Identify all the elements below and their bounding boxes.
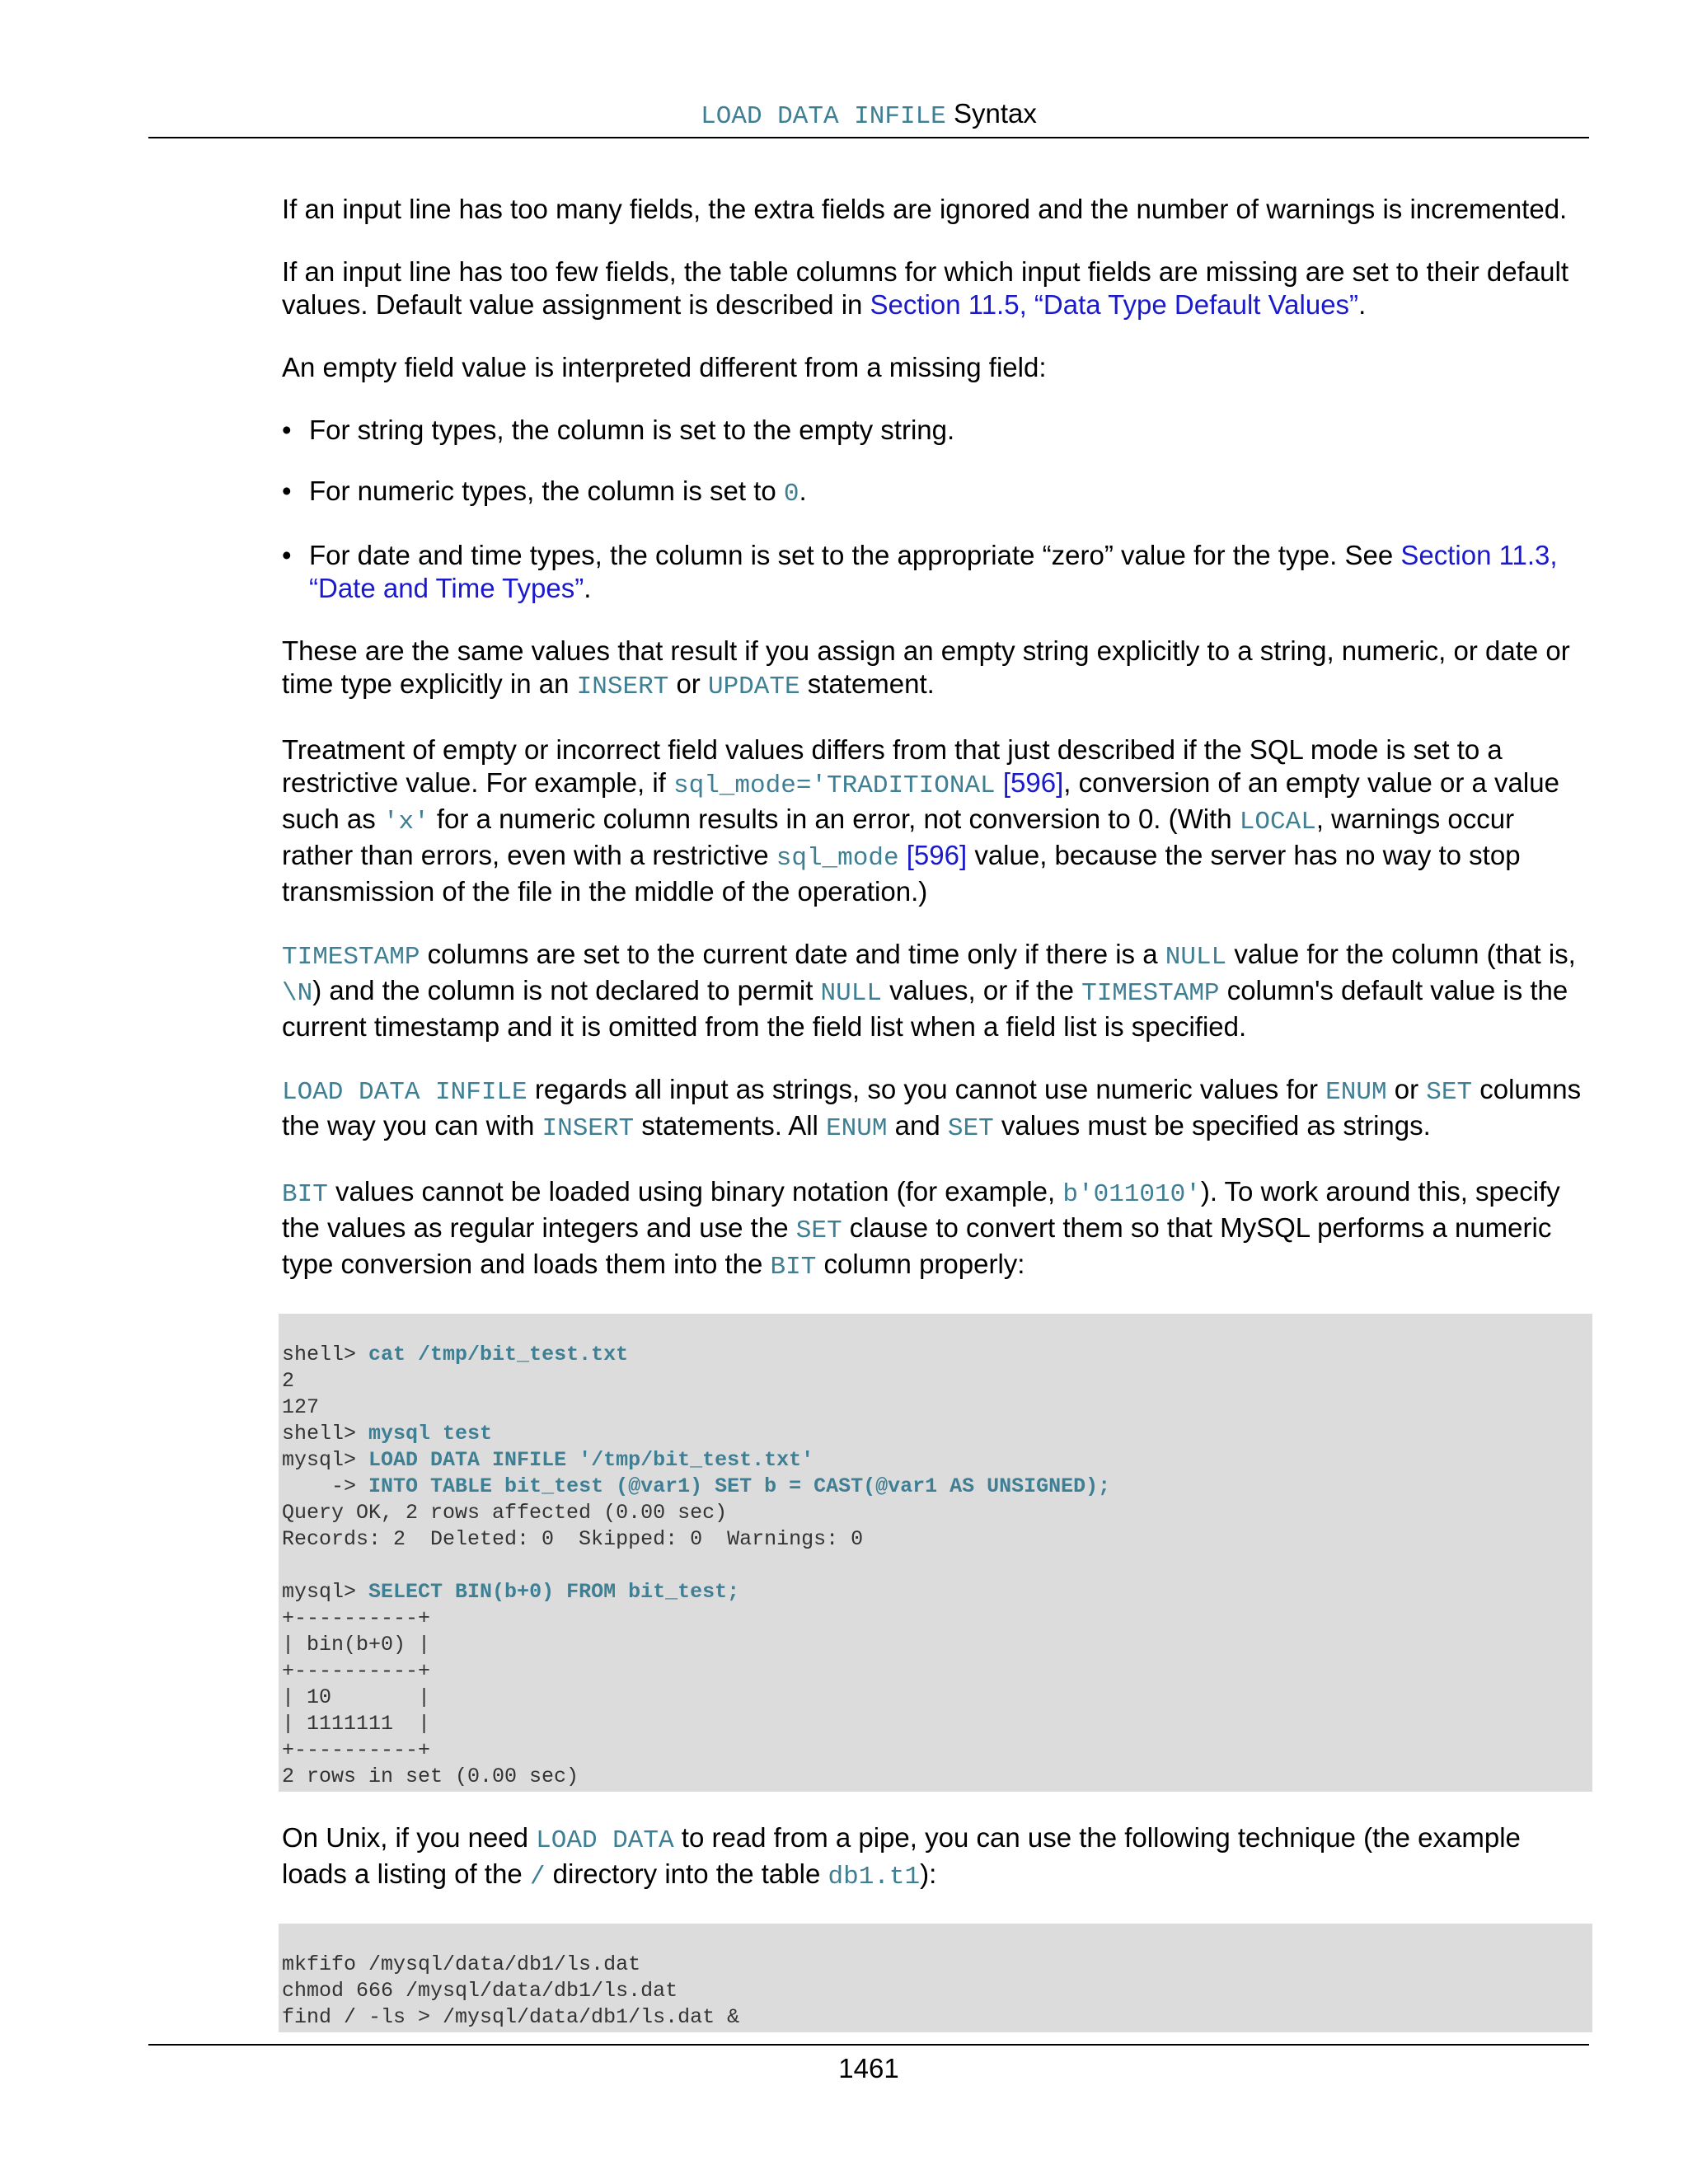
- inline-code: INSERT: [542, 1114, 635, 1143]
- code-line: +----------+: [282, 1606, 431, 1630]
- paragraph-empty-field: An empty field value is interpreted different from a missing field:: [282, 352, 1047, 382]
- inline-code: UPDATE: [707, 673, 800, 701]
- list-item: [282, 414, 1592, 447]
- text: values cannot be loaded using binary notation (for example,: [327, 1176, 1063, 1207]
- inline-code: ENUM: [826, 1114, 888, 1143]
- text: Treatment of empty or incorrect field values differs from that just described if the SQL mode is set to a restrictive value. For example, if: [282, 734, 1503, 798]
- text: , warnings occur rather than errors, even with a restrictive: [282, 804, 1515, 870]
- page-body: [282, 193, 1592, 2062]
- code-line: | 1111111 |: [282, 1712, 431, 1736]
- inline-code: LOCAL: [1239, 808, 1316, 837]
- paragraph-timestamp: [282, 938, 1592, 1043]
- paragraph-bit-values: [282, 1175, 1592, 1284]
- header-text: Syntax: [945, 98, 1037, 129]
- inline-code: INSERT: [576, 673, 669, 701]
- prompt: mysql>: [282, 1580, 369, 1604]
- bullet-mark: •: [282, 540, 292, 570]
- text: value, because the server has no way to stop transmission of the file in the middle of the operation.): [282, 840, 1521, 907]
- text: ) and the column is not declared to permit: [312, 975, 821, 1005]
- command: cat /tmp/bit_test.txt: [368, 1343, 629, 1366]
- paragraph-extra-fields: If an input line has too many fields, the extra fields are ignored and the number of warnings is incremented.: [282, 194, 1568, 224]
- paragraph-same-values: [282, 635, 1592, 704]
- text: regards all input as strings, so you cannot use numeric values for: [527, 1074, 1326, 1104]
- command: SELECT BIN(b+0) FROM bit_test;: [368, 1580, 740, 1604]
- text: or: [1386, 1074, 1427, 1104]
- text: For date and time types, the column is set to the appropriate “zero” value for the type. See: [309, 540, 1401, 570]
- inline-code: TIMESTAMP: [1081, 979, 1220, 1008]
- code-line: [282, 1447, 1589, 1474]
- text: to read from a pipe, you can use the following technique (the example loads a listing of the: [282, 1822, 1521, 1889]
- text: columns the way you can with: [282, 1074, 1582, 1141]
- text: statements. All: [634, 1110, 827, 1141]
- prompt: ->: [282, 1474, 369, 1498]
- inline-code: NULL: [1165, 943, 1227, 972]
- code-line: Query OK, 2 rows affected (0.00 sec): [282, 1501, 728, 1525]
- text: .: [1358, 289, 1367, 320]
- code-line-blank: [282, 1553, 1589, 1579]
- code-line: [282, 1474, 1589, 1500]
- code-block-mkfifo: [279, 1924, 1592, 2032]
- code-line: +----------+: [282, 1738, 431, 1762]
- text: for a numeric column results in an error, not conversion to 0. (With: [429, 804, 1240, 834]
- code-line: 2 rows in set (0.00 sec): [282, 1765, 579, 1788]
- text: ). To work around this, specify the values as regular integers and use the: [282, 1176, 1560, 1243]
- text: For numeric types, the column is set to: [309, 476, 784, 506]
- link-data-type-default-values[interactable]: Section 11.5, “Data Type Default Values”: [870, 289, 1359, 320]
- text: If an input line has too few fields, the table columns for which input fields are missing are set to their default values. Default value assignment is described in: [282, 256, 1569, 320]
- inline-code: /: [529, 1863, 546, 1891]
- code-line: | 10 |: [282, 1685, 431, 1709]
- code-line: +----------+: [282, 1659, 431, 1683]
- inline-code: b'011010': [1062, 1180, 1201, 1209]
- text: column's default value is the current timestamp and it is omitted from the field list when a field list is specified.: [282, 975, 1568, 1042]
- code-line: | bin(b+0) |: [282, 1633, 431, 1657]
- command: mysql test: [368, 1422, 493, 1446]
- inline-code: BIT: [282, 1180, 328, 1209]
- text: .: [584, 573, 592, 603]
- text: value for the column (that is,: [1226, 939, 1576, 969]
- code-line: [282, 1342, 1589, 1368]
- command: LOAD DATA INFILE '/tmp/bit_test.txt': [368, 1448, 814, 1472]
- inline-code: SET: [947, 1114, 994, 1143]
- list-item: [282, 539, 1592, 605]
- code-line: mkfifo /mysql/data/db1/ls.dat: [282, 1952, 641, 1976]
- link-date-and-time-types[interactable]: Section 11.3, “Date and Time Types”: [309, 540, 1558, 603]
- paragraph-sql-mode: [282, 733, 1592, 908]
- paragraph-unix-pipe: [282, 1821, 1592, 1894]
- inline-code: LOAD DATA: [536, 1826, 674, 1855]
- text: statement.: [799, 668, 935, 699]
- prompt: shell>: [282, 1422, 369, 1446]
- code-line: [282, 1579, 1589, 1605]
- prompt: mysql>: [282, 1448, 369, 1472]
- text: , conversion of an empty value or a value such as: [282, 767, 1559, 834]
- code-block-bit-test: [279, 1314, 1592, 1792]
- header-rule: [148, 137, 1589, 138]
- code-line: [282, 1421, 1589, 1447]
- inline-code: ENUM: [1325, 1078, 1387, 1107]
- text: column properly:: [816, 1249, 1025, 1279]
- paragraph-few-fields: [282, 255, 1592, 321]
- inline-code: LOAD DATA INFILE: [282, 1078, 528, 1107]
- inline-code: sql_mode='TRADITIONAL: [673, 771, 996, 800]
- text: values, or if the: [881, 975, 1082, 1005]
- inline-code: 0: [783, 480, 799, 509]
- prompt: shell>: [282, 1343, 369, 1366]
- text: clause to convert them so that MySQL performs a numeric type conversion and loads them into the: [282, 1212, 1552, 1279]
- text: or: [668, 668, 708, 699]
- link-page-596[interactable]: [596]: [995, 767, 1064, 798]
- paragraph-strings: [282, 1073, 1592, 1146]
- code-line: find / -ls > /mysql/data/db1/ls.dat &: [282, 2005, 740, 2029]
- text: These are the same values that result if you assign an empty string explicitly to a string, numeric, or date or time type explicitly in an: [282, 635, 1570, 699]
- page-number: 1461: [838, 2053, 899, 2083]
- inline-code: SET: [1426, 1078, 1473, 1107]
- link-page-596[interactable]: [596]: [898, 840, 968, 870]
- text: values must be specified as strings.: [993, 1110, 1431, 1141]
- footer-rule: [148, 2044, 1589, 2046]
- inline-code: NULL: [820, 979, 882, 1008]
- code-line: chmod 666 /mysql/data/db1/ls.dat: [282, 1979, 678, 2003]
- page-header-title: [0, 96, 1688, 135]
- inline-code: TIMESTAMP: [282, 943, 420, 972]
- text: directory into the table: [545, 1858, 828, 1889]
- code-line: Records: 2 Deleted: 0 Skipped: 0 Warnings: 0: [282, 1527, 864, 1551]
- code-line: 127: [282, 1395, 320, 1419]
- code-line: 2: [282, 1369, 295, 1393]
- bullet-mark: •: [282, 476, 292, 506]
- text: and: [887, 1110, 948, 1141]
- header-code: LOAD DATA INFILE: [701, 102, 946, 131]
- inline-code: db1.t1: [828, 1863, 921, 1891]
- text: On Unix, if you need: [282, 1822, 537, 1853]
- inline-code: 'x': [382, 808, 429, 837]
- inline-code: SET: [795, 1216, 842, 1245]
- command: INTO TABLE bit_test (@var1) SET b = CAST(@var1 AS UNSIGNED);: [368, 1474, 1111, 1498]
- bullet-mark: •: [282, 415, 292, 445]
- inline-code: \N: [282, 979, 313, 1008]
- inline-code: BIT: [770, 1253, 817, 1282]
- text: columns are set to the current date and time only if there is a: [420, 939, 1165, 969]
- text: .: [799, 476, 807, 506]
- bullet-list: [282, 414, 1592, 605]
- text: For string types, the column is set to the empty string.: [309, 415, 955, 445]
- inline-code: sql_mode: [776, 844, 899, 873]
- list-item: [282, 475, 1592, 511]
- text: ):: [920, 1858, 937, 1889]
